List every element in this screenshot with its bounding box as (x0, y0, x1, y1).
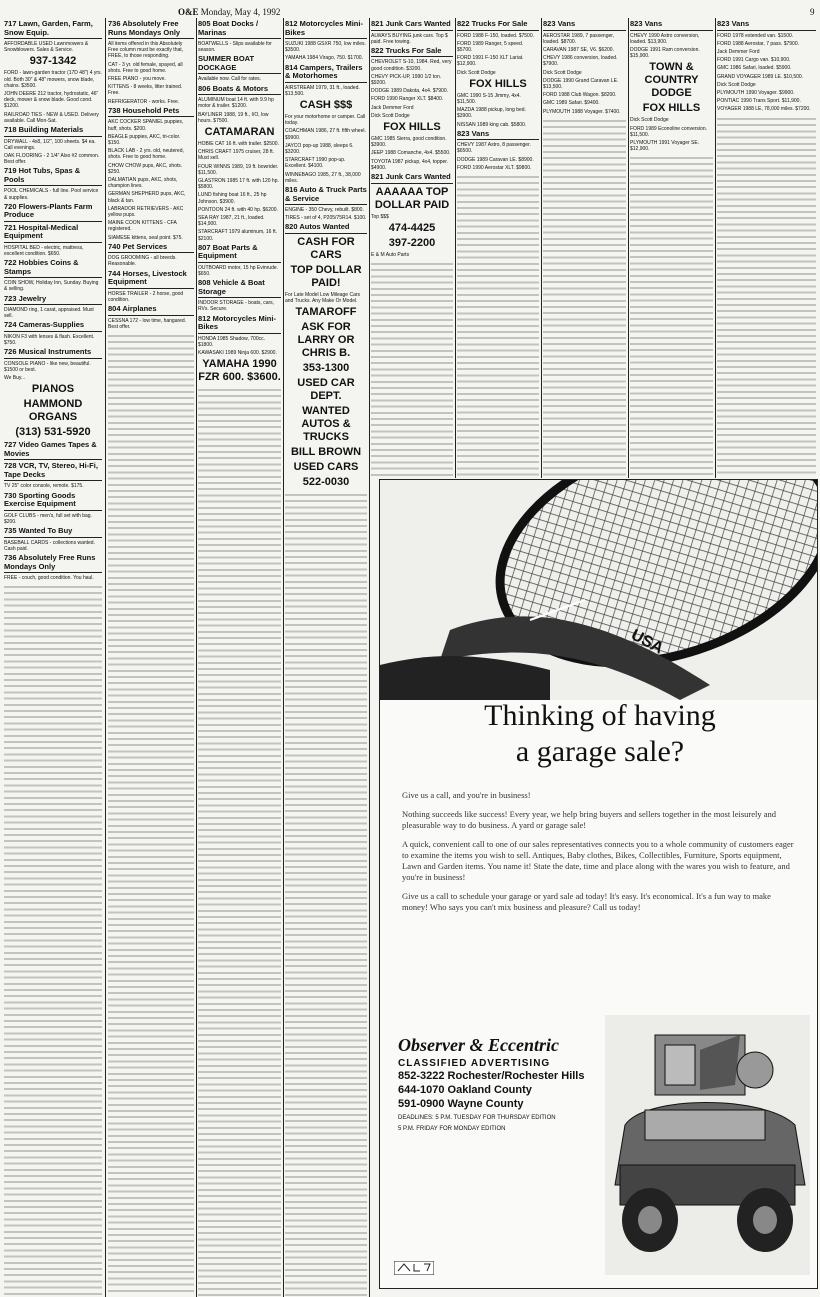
classified-ad: We Buy... (4, 375, 26, 382)
classified-ad: REFRIGERATOR - works. Free. (108, 98, 180, 105)
classified-ad: HOBIE CAT 16 ft. with trailer. $2500. (198, 140, 279, 147)
classified-ad: GMC 1989 Safari. $9400. (543, 100, 600, 107)
classified-ad: AFFORDABLE USED Lawnmowers & Snowblowers. Sales & Service. (4, 41, 89, 54)
loaded-car-illustration (605, 1015, 810, 1275)
headline-line-2: a garage sale? (515, 735, 685, 768)
classified-ad: GLASTRON 1985 17 ft. with 120 hp. $5800. (198, 177, 279, 191)
category-heading: 820 Autos Wanted (285, 223, 367, 234)
classified-ad: Dick Scott Dodge (630, 117, 669, 124)
classified-ad: CONSOLE PIANO - like new, beautiful. $1500 or best. (4, 360, 91, 374)
category-heading: 814 Campers, Trailers & Motorhomes (285, 64, 367, 83)
column-rule (715, 18, 716, 478)
classified-ad: FORD 1988 Club Wagon. $8200. (543, 92, 617, 99)
classified-ad: BLACK LAB - 2 yrs. old, neutered, shots. Free to good home. (108, 148, 184, 161)
classified-ad: STARCRAFT 1990 pop-up. Excellent. $4100. (285, 157, 346, 170)
classified-ad: SUZUKI 1988 GSXR 750, low miles. $3500. (285, 41, 366, 54)
classified-ad: CARAVAN 1987 SE, V6. $6200. (543, 46, 614, 53)
classified-ad: FORD - lawn-garden tractor (17D 48") 4 yrs. old. Both 30" & 48" mowers, snow blade, chains. $3500. (4, 70, 102, 89)
classified-ad: POOL CHEMICALS - full line. Pool service & supplies. (4, 188, 99, 201)
classified-ad: Dick Scott Dodge (717, 81, 756, 88)
classified-ad: OAK FLOORING - 2 1/4" Also #2 common. Best offer. (4, 152, 100, 166)
classified-ad: AEROSTAR 1989, 7 passenger, loaded. $8700. (543, 32, 615, 45)
display-ad-line: ASK FOR LARRY OR CHRIS B. (297, 321, 355, 360)
column-rule (283, 18, 284, 1297)
display-ad-line: FOX HILLS (642, 102, 701, 115)
classified-ad: JEEP 1988 Comanche, 4x4. $5500. (371, 150, 451, 157)
classified-ad: JOHN DEERE 212 tractor, hydrostatic, 46" deck, mower & snow blade. Good cond. $1200. (4, 91, 99, 110)
classified-column-2 (108, 18, 194, 1296)
newspaper-brand-block (398, 1035, 608, 1133)
page-folio: O&E Monday, May 4, 1992 (178, 7, 281, 17)
classified-ad: FOUR WINNS 1989, 19 ft. bowrider. $11,500. (198, 163, 279, 176)
ad-headline (410, 698, 790, 770)
classified-ad: CHEVY PICK-UP, 1990 1/2 ton. $9200. (371, 73, 442, 87)
display-ad-line: BILL BROWN (290, 446, 362, 459)
display-ad-line: USED CAR DEPT. (297, 377, 355, 403)
type-texture (457, 174, 539, 476)
classified-ad: TOYOTA 1987 pickup, 4x4, topper. $4900. (371, 158, 449, 171)
category-heading: 823 Vans (457, 130, 539, 141)
deadline-monday: 5 P.M. FRIDAY FOR MONDAY EDITION (398, 1126, 506, 1132)
phone-wayne: 591-0900 Wayne County (398, 1098, 524, 1110)
classified-ad: LABRADOR RETRIEVERS - AKC yellow pups. (108, 205, 184, 218)
classified-ad: GMC 1985 Sierra, good condition. $3900. (371, 136, 447, 149)
display-ad-line: WANTED AUTOS & TRUCKS (301, 405, 351, 444)
category-heading: 723 Jewelry (4, 295, 102, 306)
classified-ad: FORD 1989 Ranger, 5 speed. $5700. (457, 40, 524, 53)
ad-paragraph: A quick, convenient call to one of our sales representatives connects you to a whole community of customers eager to examine the items you wish to sell. Antiques, Baby clothes, Bikes, Collectibles, Furniture, Sports equipment, Lawn and Garden items. You name it! State the date, time and place along with the wares you wish to feature, and you're in business! (402, 839, 794, 882)
category-heading: 822 Trucks For Sale (457, 20, 539, 31)
phone-rochester: 852-3222 Rochester/Rochester Hills (398, 1070, 585, 1082)
display-ad-line: FOX HILLS (469, 77, 527, 90)
category-heading: 727 Video Games Tapes & Movies (4, 441, 102, 460)
category-heading: 738 Household Pets (108, 107, 194, 118)
classified-ad: BASEBALL CARDS - collections wanted. Cash paid. (4, 539, 95, 552)
classified-column-8 (630, 18, 713, 476)
category-heading: 744 Horses, Livestock Equipment (108, 270, 194, 289)
classified-ad: Dick Scott Dodge (457, 69, 496, 76)
classified-ad: Jack Demmer Ford (717, 48, 760, 55)
classified-ad: GMC 1990 S-15 Jimmy, 4x4. $11,500. (457, 92, 521, 105)
classified-ad: PONTOON 24 ft. with 40 hp. $6200. (198, 206, 278, 213)
classified-ad: FREE PIANO - you move. (108, 76, 166, 83)
classified-ad: CAT - 3 yr. old female, spayed, all shots. Free to good home. (108, 61, 183, 74)
display-ad-line: AAAAAA TOP DOLLAR PAID (374, 185, 450, 211)
classified-ad: AKC COCKER SPANIEL puppies, buff, shots. $200. (108, 119, 184, 132)
display-ad-line: 397-2200 (388, 236, 436, 249)
classified-ad: JAYCO pop-up 1988, sleeps 6. $3200. (285, 142, 354, 156)
category-heading: 720 Flowers-Plants Farm Produce (4, 203, 102, 222)
classified-ad: TV 25" color console, remote. $175. (4, 483, 84, 490)
category-heading: 726 Musical Instruments (4, 348, 102, 359)
type-texture (717, 116, 816, 476)
classified-ad: HORSE TRAILER - 2 horse, good condition. (108, 290, 184, 303)
classified-ad: DALMATIAN pups, AKC, shots, champion lines. (108, 176, 178, 190)
classified-ad: DRYWALL - 4x8, 1/2", 100 sheets. $4 ea. Call evenings. (4, 138, 96, 151)
category-heading: 724 Cameras-Supplies (4, 321, 102, 332)
display-ad-line: 937-1342 (29, 55, 77, 68)
classified-ad: E & M Auto Parts (371, 251, 410, 258)
display-ad-line: FOX HILLS (383, 121, 441, 134)
classified-ad: BOATWELLS - Slips available for season. (198, 41, 272, 54)
publisher-logo-icon (394, 1261, 434, 1275)
classified-ad: GMC 1986 Safari, loaded. $5900. (717, 65, 792, 72)
classified-ad: NIKON F3 with lenses & flash. Excellent. $750. (4, 333, 95, 347)
classified-ad: Available now. Call for rates. (198, 76, 261, 83)
type-texture (371, 261, 453, 476)
classified-ad: CHOW CHOW pups, AKC, shots. $250. (108, 162, 183, 175)
ad-paragraph: Give us a call, and you're in business! (402, 790, 531, 800)
type-texture (285, 492, 367, 1296)
classified-ad: HOSPITAL BED - electric, mattress, excellent condition. $650. (4, 244, 84, 257)
ad-body-copy (402, 790, 797, 921)
display-ad-line: 353-1300 (302, 362, 350, 375)
classified-ad: For your motorhome or camper. Call today. (285, 114, 366, 127)
classified-ad: AIRSTREAM 1979, 31 ft., loaded. $13,500. (285, 84, 360, 97)
type-texture (4, 584, 102, 1296)
deadline-thursday: DEADLINES: 5 P.M. TUESDAY FOR THURSDAY EDITION (398, 1115, 556, 1121)
classified-ad: FORD 1978 extended van. $1500. (717, 32, 794, 39)
category-heading: 736 Absolutely Free Runs Mondays Only (108, 20, 194, 39)
classified-ad: STARCRAFT 1979 aluminum, 16 ft. $2100. (198, 229, 278, 242)
display-ad-line: TOP DOLLAR PAID! (290, 263, 362, 289)
classified-ad: COIN SHOW, Holiday Inn, Sunday. Buying & selling. (4, 280, 99, 293)
classified-ad: CHEVROLET S-10, 1984. Red, very good condition. $3200. (371, 59, 452, 72)
category-heading: 722 Hobbies Coins & Stamps (4, 259, 102, 278)
classified-ad: DOG GROOMING - all breeds. Reasonable. (108, 255, 177, 268)
classified-ad: PLYMOUTH 1988 Voyager. $7400. (543, 108, 621, 115)
tennis-racket-illustration (380, 480, 817, 700)
display-ad-line: TAMAROFF (295, 306, 357, 319)
column-rule (628, 18, 629, 478)
category-heading: 806 Boats & Motors (198, 85, 281, 96)
classified-ad: VOYAGER 1988 LE, 78,000 miles. $7200. (717, 106, 811, 113)
classified-ad: COACHMAN 1986, 27 ft. fifth wheel. $9900. (285, 128, 366, 141)
classified-ad: ALUMINUM boat 14 ft. with 9.9 hp motor & trailer. $1200. (198, 97, 274, 110)
category-heading: 717 Lawn, Garden, Farm, Snow Equip. (4, 20, 102, 39)
display-ad-line: 474-4425 (388, 221, 436, 234)
classified-ad: CHEVY 1990 Astro conversion, loaded. $13,900. (630, 32, 700, 45)
type-texture (198, 387, 281, 1296)
classified-ad: FORD 1988 Aerostar, 7 pass. $7900. (717, 40, 799, 47)
category-heading: 816 Auto & Truck Parts & Service (285, 186, 367, 205)
page-number: 9 (810, 7, 815, 17)
display-ad-line: PIANOS (31, 383, 75, 396)
category-heading: 821 Junk Cars Wanted (371, 20, 453, 31)
classified-ad: CESSNA 172 - low time, hangared. Best offer. (108, 317, 187, 330)
display-ad-line: TOWN & COUNTRY DODGE (644, 61, 699, 100)
category-heading: 736 Absolutely Free Runs Mondays Only (4, 554, 102, 573)
classified-ad: BAYLINER 1988, 19 ft., I/O, low hours. $7500. (198, 111, 269, 124)
classified-ad: Top $$$ (371, 213, 389, 220)
category-heading: 804 Airplanes (108, 305, 194, 316)
classified-column-9 (717, 18, 816, 476)
category-heading: 719 Hot Tubs, Spas & Pools (4, 167, 102, 186)
category-heading: 721 Hospital-Medical Equipment (4, 224, 102, 243)
classified-ad: PONTIAC 1990 Trans Sport. $11,900. (717, 98, 801, 105)
ad-paragraph: Give us a call to schedule your garage or yard sale ad today! It's easy. It's economical. It's a fun way to make money! Who says you can't mix business and pleasure? Call us today! (402, 891, 771, 912)
classified-ad: GERMAN SHEPHERD pups, AKC, black & tan. (108, 191, 186, 204)
classified-ad: For Late Model Low Mileage Cars and Trucks. Any Make Or Model. (285, 291, 361, 305)
classified-ad: FORD 1989 Econoline conversion. $11,500. (630, 125, 707, 138)
phone-oakland: 644-1070 Oakland County (398, 1084, 532, 1096)
classified-ad: MAINE COON KITTENS - CFA registered. (108, 220, 177, 233)
classified-ad: FREE - couch, good condition. You haul. (4, 575, 94, 581)
classified-ad: FORD 1991 F-150 XLT Lariat. $12,900. (457, 55, 524, 68)
category-heading: 735 Wanted To Buy (4, 527, 102, 538)
display-ad-line: 522-0030 (302, 476, 350, 489)
classified-ad: NISSAN 1989 king cab. $5800. (457, 121, 527, 128)
category-heading: 812 Motorcycles Mini-Bikes (285, 20, 367, 39)
classified-ad: LUND fishing boat 16 ft., 25 hp Johnson. $3900. (198, 192, 267, 205)
display-ad-line: CATAMARAN (204, 125, 275, 138)
classified-ad: DIAMOND ring, 1 carat, appraised. Must sell. (4, 307, 94, 320)
classified-ad: FORD 1991 Cargo van. $10,900. (717, 57, 791, 64)
racket-brand-text: USA (628, 626, 666, 658)
column-rule (369, 18, 370, 1297)
category-heading: 807 Boat Parts & Equipment (198, 244, 281, 263)
classified-column-5 (371, 18, 453, 476)
classified-ad: KAWASAKI 1989 Ninja 600. $2900. (198, 349, 277, 356)
classified-column-6 (457, 18, 539, 476)
garage-sale-advertisement (379, 479, 818, 1289)
classified-ad: INDOOR STORAGE - boats, cars, RVs. Secure. (198, 300, 275, 313)
ad-paragraph: Nothing succeeds like success! Every year, we help bring buyers and sellers together in the most leisurely and pleasurable way to do business. A yard or garage sale! (402, 809, 777, 830)
brand-name: Observer & Eccentric (398, 1035, 559, 1055)
classified-ad: TIRES - set of 4, P205/75R14. $100. (285, 215, 367, 222)
classified-ad: DODGE 1989 Dakota, 4x4. $7900. (371, 88, 448, 95)
category-heading: 823 Vans (630, 20, 713, 31)
category-heading: 821 Junk Cars Wanted (371, 173, 453, 184)
display-ad-line: USED CARS (293, 461, 359, 474)
classified-ad: DODGE 1991 Ram conversion. $15,900. (630, 46, 700, 60)
category-heading: 823 Vans (717, 20, 816, 31)
display-ad-line: (313) 531-5920 (15, 426, 91, 439)
display-ad-line: CASH FOR CARS (297, 235, 355, 261)
classified-ad: MAZDA 1988 pickup, long bed. $3900. (457, 107, 526, 120)
classified-ad: DODGE 1989 Caravan LE. $8900. (457, 156, 534, 163)
category-heading: SUMMER BOAT DOCKAGE (198, 55, 281, 74)
category-heading: 740 Pet Services (108, 243, 194, 254)
classified-ad: KITTENS - 8 weeks, litter trained. Free. (108, 84, 183, 97)
classified-column-3 (198, 18, 281, 1296)
classified-column-1 (4, 18, 102, 1296)
display-ad-line: YAMAHA 1990 FZR 600. $3600. (198, 358, 281, 384)
classified-ad: PLYMOUTH 1991 Voyager SE. $12,900. (630, 139, 700, 153)
column-rule (541, 18, 542, 478)
category-heading: 808 Vehicle & Boat Storage (198, 279, 281, 298)
classified-ad: HONDA 1985 Shadow, 700cc. $1800. (198, 335, 265, 348)
category-heading: 730 Sporting Goods Exercise Equipment (4, 492, 102, 511)
classified-column-7 (543, 18, 626, 476)
classified-ad: All items offered in this Absolutely Free column must be exactly that, FREE, to those responding. (108, 41, 184, 60)
category-heading: 718 Building Materials (4, 126, 102, 137)
type-texture (543, 118, 626, 476)
classified-ad: GOLF CLUBS - men's, full set with bag. $200. (4, 512, 92, 525)
category-heading: 728 VCR, TV, Stereo, Hi-Fi, Tape Decks (4, 462, 102, 481)
classified-ad: FORD 1988 F-150, loaded. $7500. (457, 32, 534, 39)
type-texture (108, 333, 194, 1296)
classified-ad: CHRIS CRAFT 1975 cruiser, 28 ft. Must sell. (198, 149, 275, 162)
classified-column-4 (285, 18, 367, 1296)
classified-ad: YAMAHA 1984 Virago, 750. $1700. (285, 55, 363, 62)
classified-ad: FORD 1990 Aerostar XLT. $9800. (457, 164, 532, 171)
classified-ad: GRAND VOYAGER 1989 LE. $10,500. (717, 73, 804, 80)
classified-ad: PLYMOUTH 1990 Voyager. $9900. (717, 89, 795, 96)
category-heading: 823 Vans (543, 20, 626, 31)
classified-ad: BEAGLE puppies, AKC, tri-color. $150. (108, 133, 181, 146)
classified-ad: FORD 1990 Ranger XLT. $8400. (371, 96, 444, 103)
classified-ad: SIAMESE kittens, seal point. $75. (108, 234, 183, 241)
classified-ad: Jack Demmer Ford (371, 104, 414, 111)
column-rule (455, 18, 456, 478)
classified-ad: Dick Scott Dodge (371, 112, 410, 119)
classified-ad: SEA RAY 1987, 21 ft., loaded. $14,900. (198, 214, 265, 228)
classified-ad: CHEVY 1987 Astro, 8 passenger. $6500. (457, 142, 531, 155)
column-rule (196, 18, 197, 1297)
classified-ad: WINNEBAGO 1985, 27 ft., 38,000 miles. (285, 171, 361, 184)
display-ad-line: CASH $$$ (299, 99, 353, 112)
classified-ad: CHEVY 1986 conversion, loaded. $7900. (543, 55, 618, 68)
brand-subtitle: CLASSIFIED ADVERTISING (398, 1058, 551, 1069)
category-heading: 805 Boat Docks / Marinas (198, 20, 281, 39)
category-heading: 822 Trucks For Sale (371, 47, 453, 58)
classified-ad: Dick Scott Dodge (543, 69, 582, 76)
classified-ad: DODGE 1990 Grand Caravan LE. $13,500. (543, 77, 619, 90)
display-ad-line: HAMMOND ORGANS (23, 398, 83, 424)
classified-ad: OUTBOARD motor, 15 hp Evinrude. $650. (198, 264, 279, 277)
classified-ad: ENGINE - 350 Chevy, rebuilt. $800. (285, 207, 364, 214)
classified-ad: ALWAYS BUYING junk cars. Top $ paid. Free towing. (371, 32, 448, 45)
type-texture (630, 155, 713, 476)
category-heading: 812 Motorcycles Mini-Bikes (198, 315, 281, 334)
headline-line-1: Thinking of having (484, 699, 716, 732)
classified-ad: RAILROAD TIES - NEW & USED. Delivery available. Call Mon-Sat. (4, 111, 99, 124)
column-rule (105, 18, 106, 1297)
